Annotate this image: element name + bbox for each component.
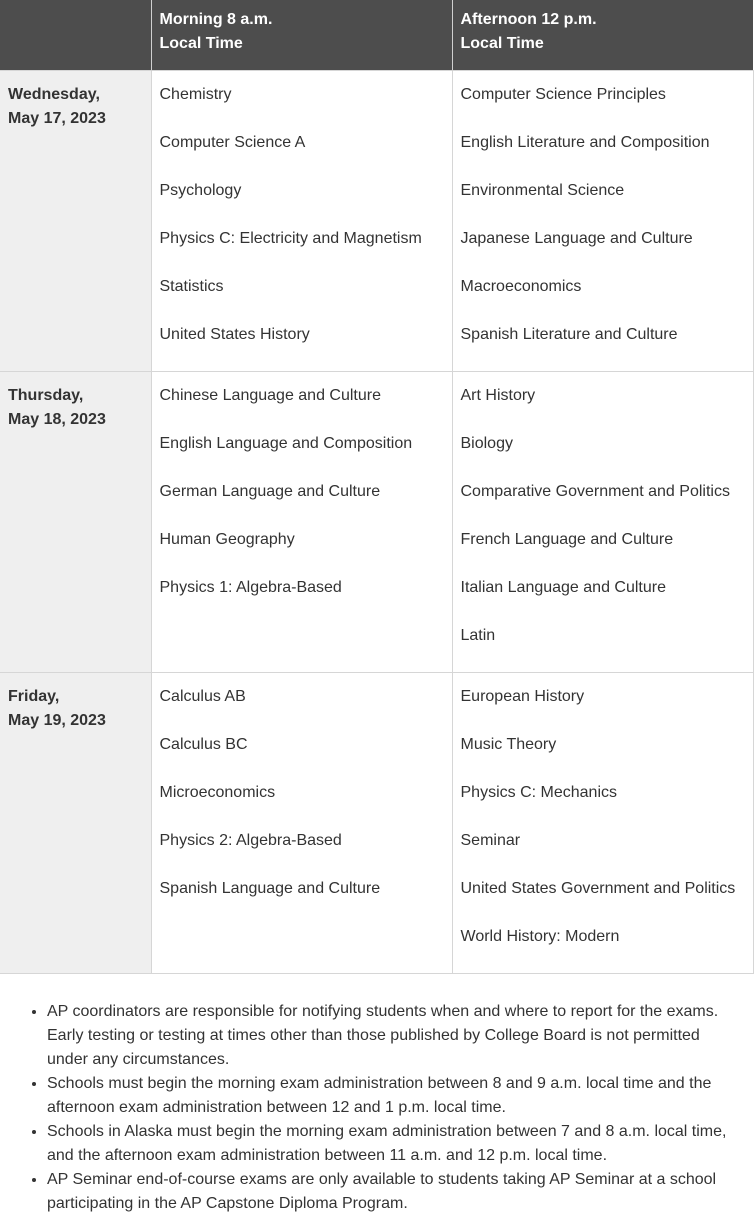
subject-item: Italian Language and Culture — [460, 579, 666, 596]
afternoon-subjects — [452, 372, 753, 673]
subject-item: French Language and Culture — [460, 531, 674, 548]
day-cell — [0, 71, 151, 372]
subject-item: Latin — [460, 627, 496, 644]
subject-item: European History — [460, 688, 585, 705]
subject-item: Psychology — [159, 182, 242, 199]
day-weekday: Wednesday, — [8, 86, 100, 103]
header-morning-time: Morning 8 a.m. — [159, 11, 273, 28]
notes-list — [0, 974, 756, 1216]
subject-item: Spanish Language and Culture — [159, 880, 381, 897]
subject-item: Spanish Literature and Culture — [460, 326, 678, 343]
subject-item: Environmental Science — [460, 182, 625, 199]
subject-item: Chemistry — [159, 86, 232, 103]
subject-item: Chinese Language and Culture — [159, 387, 381, 404]
day-cell — [0, 673, 151, 974]
afternoon-subjects — [452, 71, 753, 372]
subject-item: Physics C: Electricity and Magnetism — [159, 230, 422, 247]
subject-item: Music Theory — [460, 736, 557, 753]
subject-item: Physics 1: Algebra-Based — [159, 579, 342, 596]
subject-item: Computer Science A — [159, 134, 306, 151]
note-item: • Schools in Alaska must begin the morning exam administration between 7 and 8 a.m. local time, and the afternoon exam administration between 11 a.m. and 12 p.m. local time. — [47, 1120, 736, 1168]
table-row — [0, 673, 753, 974]
table-row — [0, 71, 753, 372]
table-row — [0, 372, 753, 673]
note-item: • AP coordinators are responsible for notifying students when and where to report for the exams. Early testing or testing at times other than those published by College Board is not permitted under any circumstances. — [47, 1000, 736, 1072]
day-date: May 17, 2023 — [8, 110, 106, 127]
day-weekday: Thursday, — [8, 387, 84, 404]
header-morning — [151, 0, 452, 71]
subject-item: Art History — [460, 387, 536, 404]
subject-item: United States History — [159, 326, 310, 343]
morning-subjects — [151, 71, 452, 372]
subject-item: Seminar — [460, 832, 521, 849]
subject-item: Computer Science Principles — [460, 86, 666, 103]
table-header-row — [0, 0, 753, 71]
subject-item: Statistics — [159, 278, 224, 295]
subject-item: Calculus AB — [159, 688, 246, 705]
subject-item: Biology — [460, 435, 513, 452]
day-date: May 19, 2023 — [8, 712, 106, 729]
afternoon-subjects — [452, 673, 753, 974]
subject-item: English Literature and Composition — [460, 134, 710, 151]
subject-item: Macroeconomics — [460, 278, 582, 295]
subject-item: Comparative Government and Politics — [460, 483, 730, 500]
subject-item: United States Government and Politics — [460, 880, 736, 897]
header-morning-sub: Local Time — [159, 35, 243, 52]
subject-item: Calculus BC — [159, 736, 248, 753]
subject-item: Physics 2: Algebra-Based — [159, 832, 342, 849]
subject-item: English Language and Composition — [159, 435, 413, 452]
note-item: • AP Seminar end-of-course exams are only available to students taking AP Seminar at a school participating in the AP Capstone Diploma Program. — [47, 1168, 736, 1216]
day-date: May 18, 2023 — [8, 411, 106, 428]
subject-item: World History: Modern — [460, 928, 620, 945]
subject-item: Physics C: Mechanics — [460, 784, 617, 801]
day-cell — [0, 372, 151, 673]
note-item: • Schools must begin the morning exam administration between 8 and 9 a.m. local time and the afternoon exam administration between 12 and 1 p.m. local time. — [47, 1072, 736, 1120]
morning-subjects — [151, 372, 452, 673]
subject-item: German Language and Culture — [159, 483, 381, 500]
header-afternoon-time: Afternoon 12 p.m. — [460, 11, 597, 28]
header-afternoon — [452, 0, 753, 71]
subject-item: Japanese Language and Culture — [460, 230, 693, 247]
morning-subjects — [151, 673, 452, 974]
subject-item: Human Geography — [159, 531, 295, 548]
header-afternoon-sub: Local Time — [460, 35, 544, 52]
header-day-column — [0, 0, 151, 71]
subject-item: Microeconomics — [159, 784, 276, 801]
day-weekday: Friday, — [8, 688, 60, 705]
